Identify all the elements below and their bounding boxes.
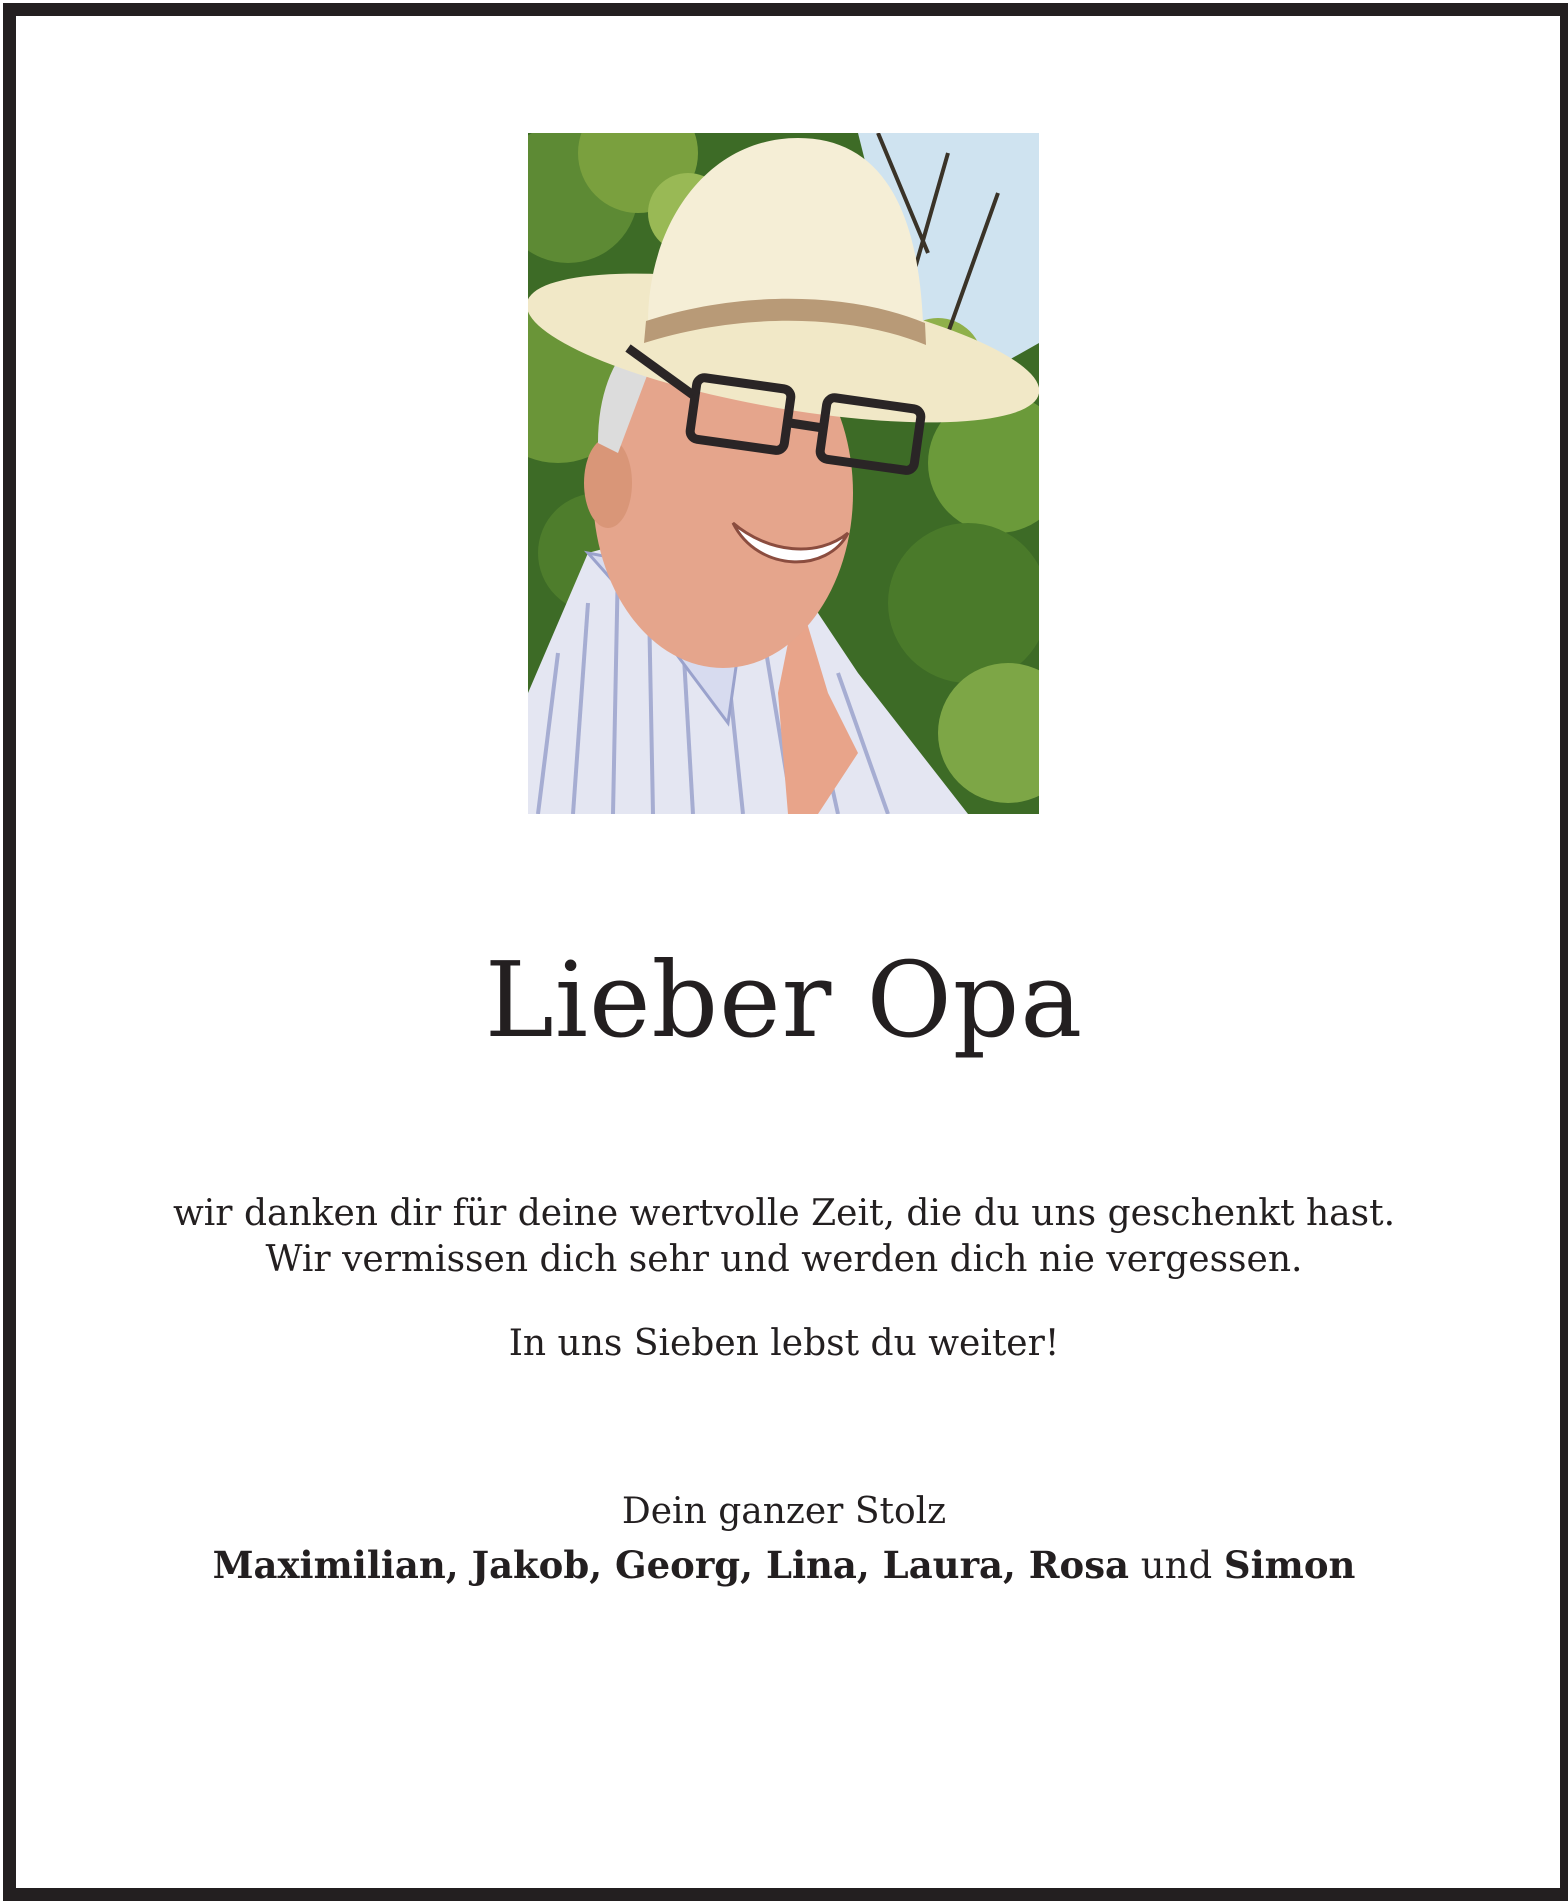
signature-intro: Dein ganzer Stolz <box>621 1491 947 1532</box>
heading: Lieber Opa <box>484 939 1084 1061</box>
message-line-2: Wir vermissen dich sehr und werden dich nie vergessen. <box>265 1239 1303 1280</box>
message-line-3: In uns Sieben lebst du weiter! <box>508 1323 1060 1364</box>
message-line-1: wir danken dir für deine wertvolle Zeit, die du uns geschenkt hast. <box>172 1193 1396 1234</box>
name-maximilian: Maximilian, <box>212 1543 472 1587</box>
name-jakob: Jakob, <box>471 1543 615 1587</box>
name-lina: Lina, <box>765 1543 883 1587</box>
signature-names <box>0 1542 1568 1589</box>
name-simon: Simon <box>1223 1543 1356 1587</box>
portrait-illustration <box>528 133 1039 814</box>
ear <box>584 438 632 528</box>
name-rosa: Rosa <box>1028 1543 1130 1587</box>
name-georg: Georg, <box>615 1543 766 1587</box>
portrait-photo <box>528 133 1039 814</box>
names-conjunction: und <box>1129 1544 1224 1587</box>
name-laura: Laura, <box>882 1543 1029 1587</box>
